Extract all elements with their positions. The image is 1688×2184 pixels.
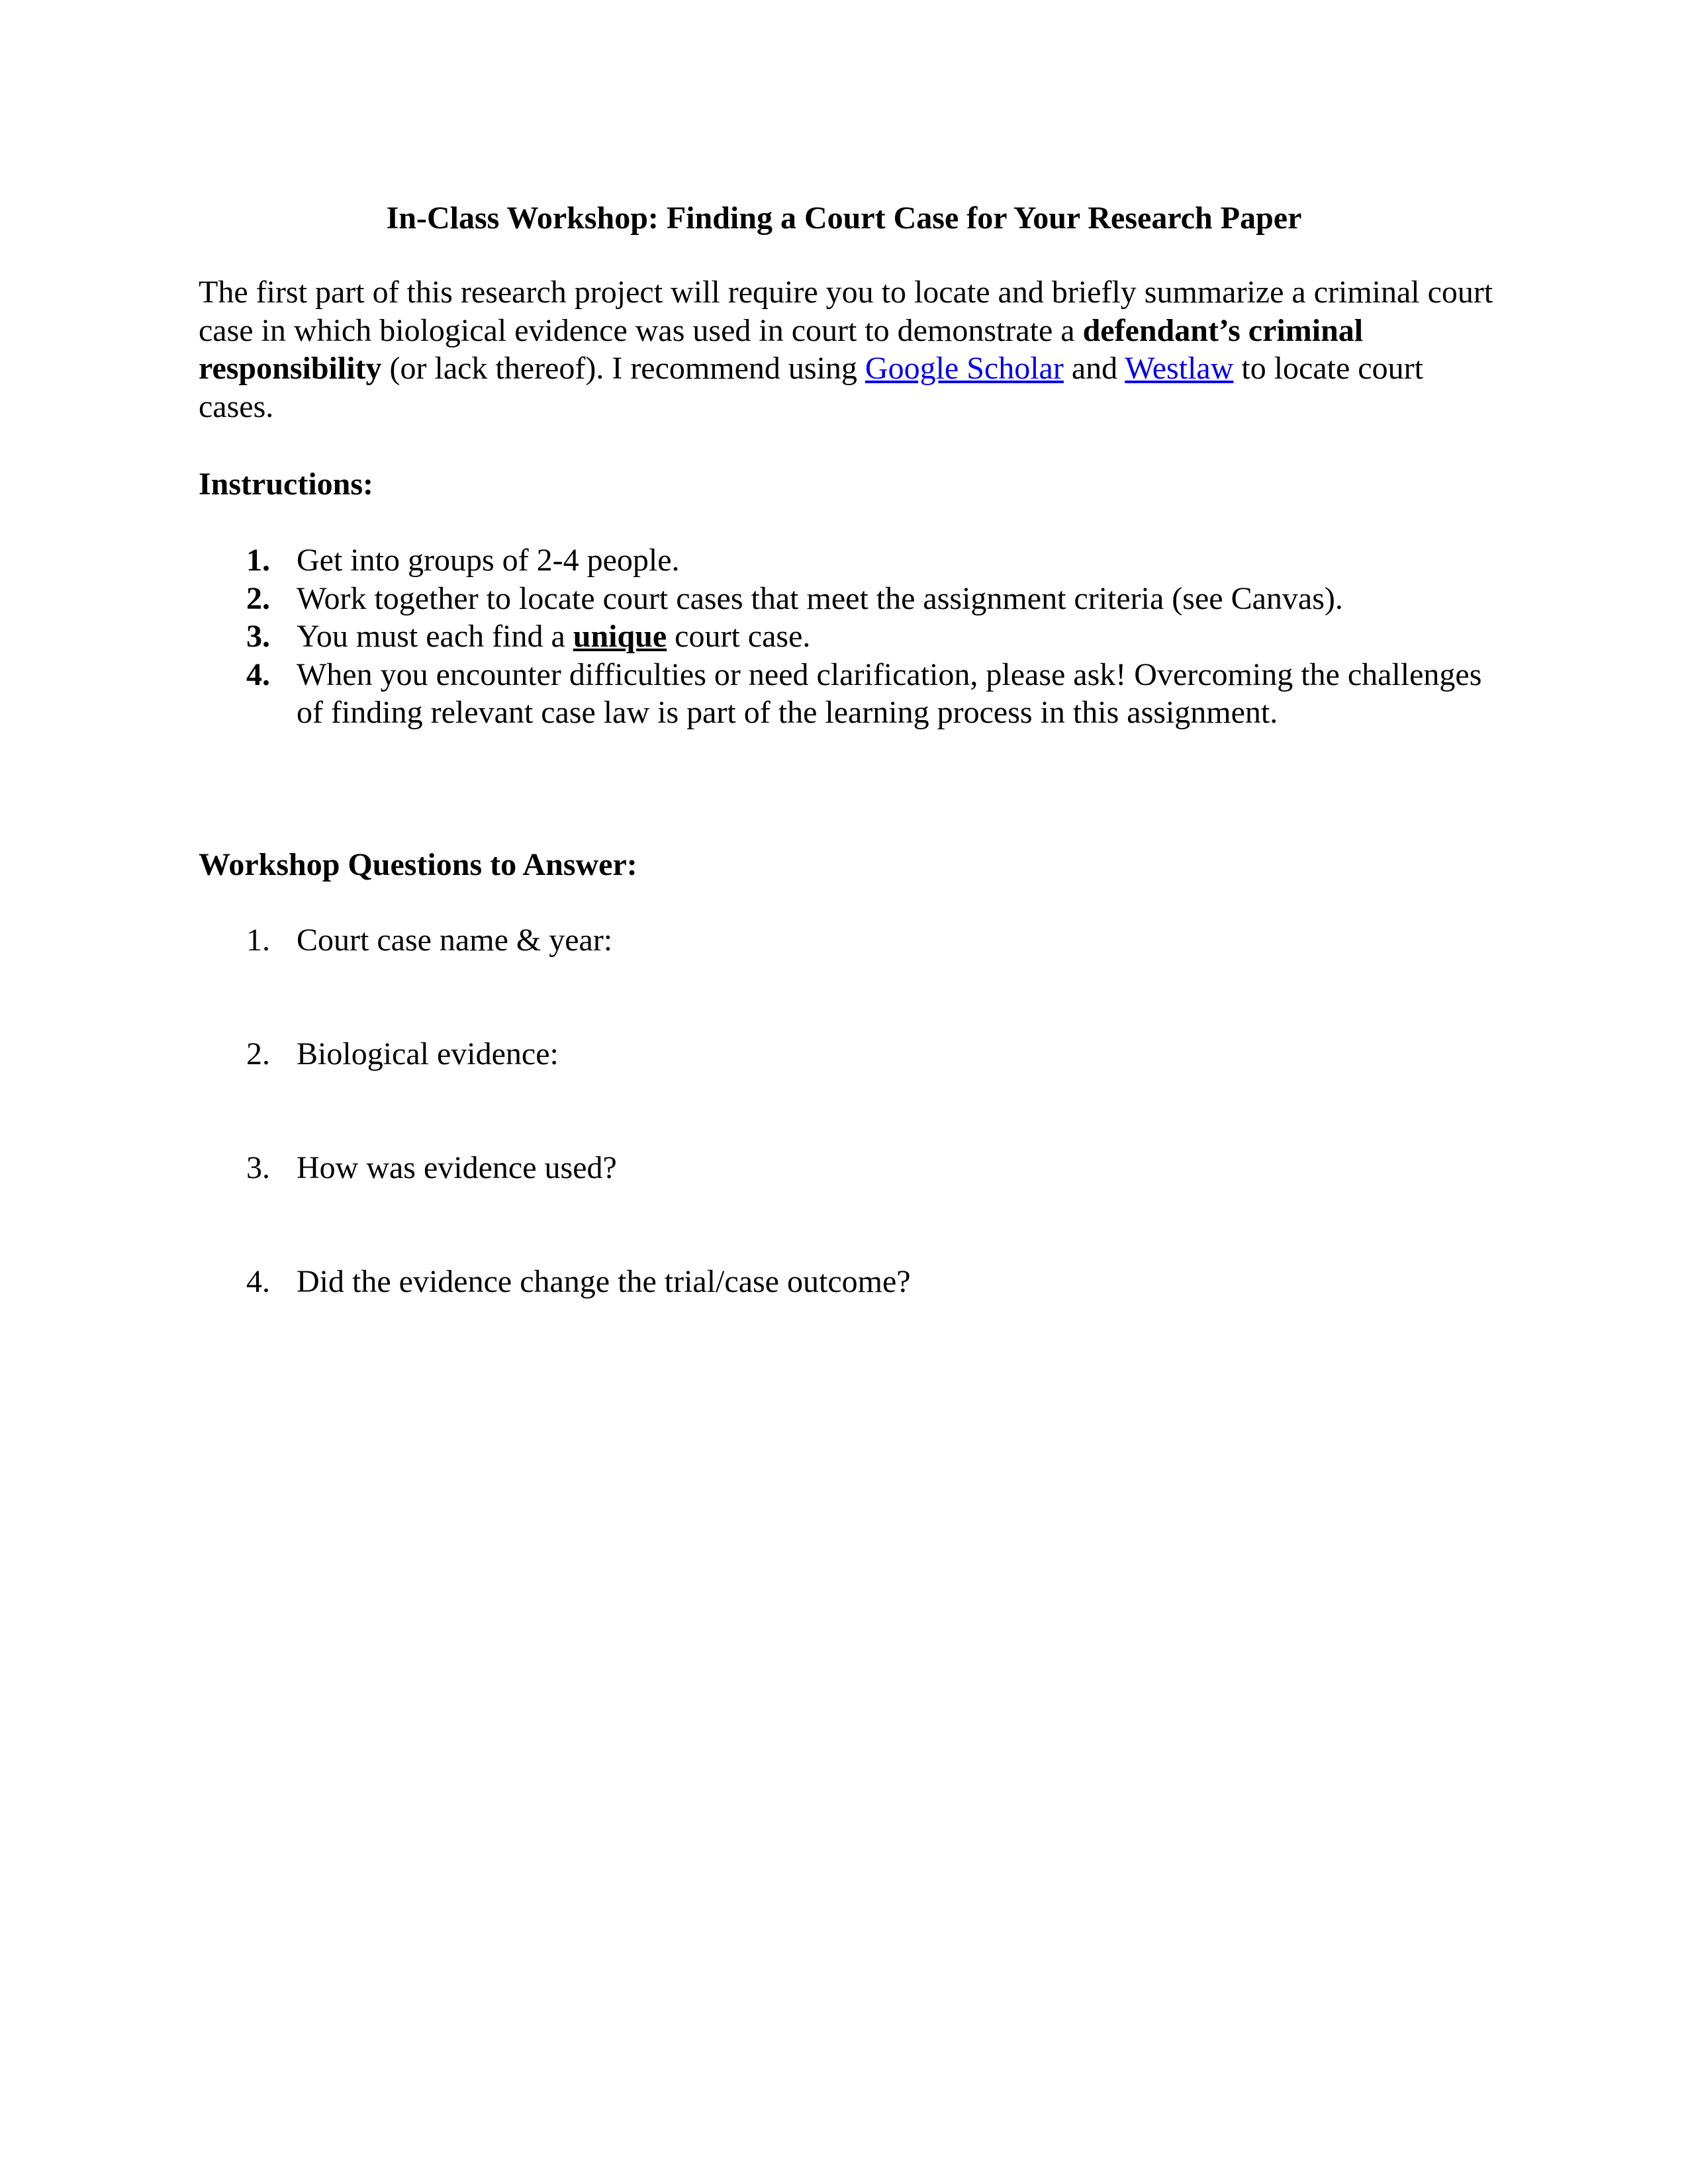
westlaw-link[interactable]: Westlaw [1125,351,1234,386]
intro-text-1: The first part of this research project will require you to locate and briefly summarize a criminal court case in which biological evidence was used in court to demonstrate a [199,275,1493,348]
question-number: 1. [246,923,270,958]
instruction-text: Get into groups of 2-4 people. [297,543,680,578]
google-scholar-link[interactable]: Google Scholar [865,351,1064,386]
instruction-text-post: court case. [667,619,811,654]
question-item [199,921,1496,1035]
question-text: Biological evidence: [297,1036,559,1071]
instruction-number: 2. [246,580,270,616]
question-number: 4. [246,1264,270,1299]
intro-text-2: (or lack thereof). I recommend using [381,351,865,386]
question-item [199,1149,1496,1263]
questions-list [199,921,1496,1377]
intro-bold-phrase: defendant’s criminal responsibility [199,312,1364,386]
instructions-heading: Instructions: [199,467,374,502]
question-text: Did the evidence change the trial/case outcome? [297,1264,911,1299]
question-number: 2. [246,1036,270,1071]
question-item [199,1263,1496,1377]
instruction-item [199,541,1496,580]
instruction-number: 4. [246,657,270,692]
instruction-number: 3. [246,619,270,654]
instruction-text: Work together to locate court cases that meet the assignment criteria (see Canvas). [297,580,1343,616]
questions-heading: Workshop Questions to Answer: [199,847,637,882]
instruction-text-pre: You must each find a [297,619,573,654]
instruction-text: When you encounter difficulties or need clarification, please ask! Overcoming the challenges of finding relevant case law is part of the learning process in this assignment. [297,657,1482,730]
question-item [199,1035,1496,1149]
question-text: How was evidence used? [297,1150,617,1185]
document-title: In-Class Workshop: Finding a Court Case for Your Research Paper [386,201,1302,236]
instruction-item [199,656,1496,732]
instruction-item [199,580,1496,618]
intro-text-4: to locate court cases. [199,351,1423,424]
instruction-emphasis: unique [573,619,667,654]
instruction-item [199,617,1496,656]
question-number: 3. [246,1150,270,1185]
intro-text-3: and [1063,351,1125,386]
intro-paragraph [199,273,1496,426]
question-text: Court case name & year: [297,923,613,958]
instruction-number: 1. [246,543,270,578]
instructions-list [199,541,1496,732]
